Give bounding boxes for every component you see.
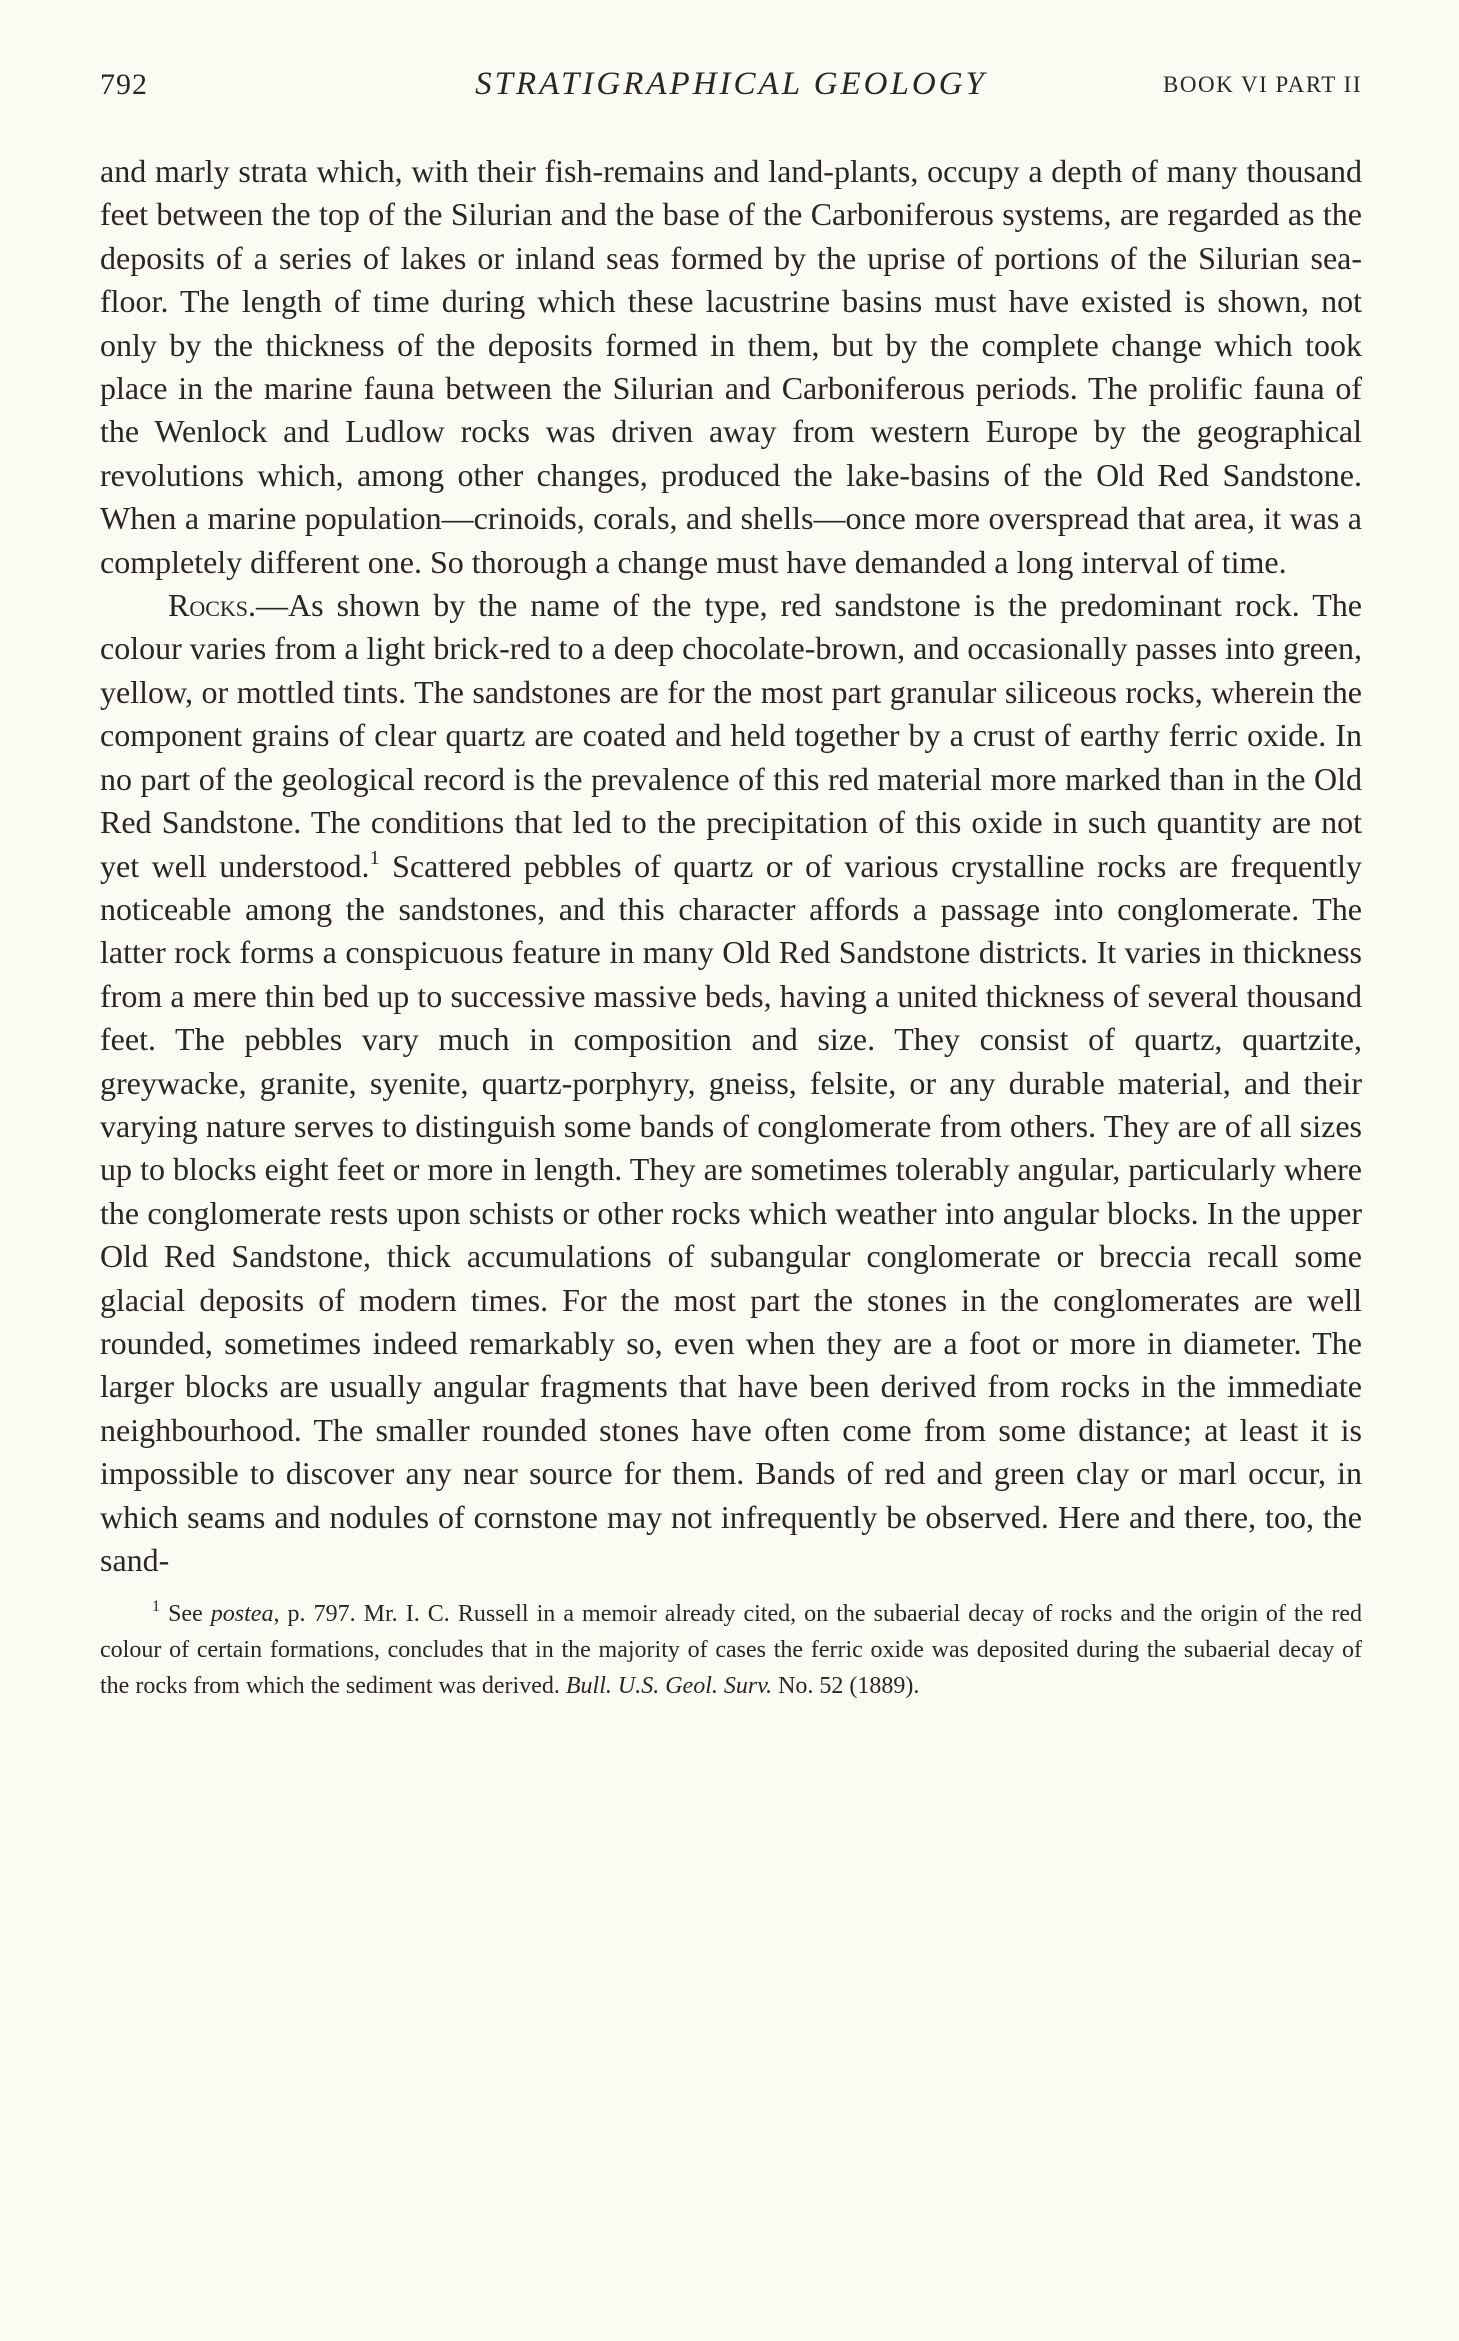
paragraph-rocks <box>100 584 1362 1582</box>
book-page <box>100 60 1362 1704</box>
rocks-text-part1: —As shown by the name of the type, red sandstone is the predominant rock. The colour varies from a light brick-red to a deep chocolate-brown, and occasionally passes into green, yellow, or mottled tints. The sandstones are for the most part granular siliceous rocks, wherein the component grains of clear quartz are coated and held together by a crust of earthy ferric oxide. In no part of the geological record is the prevalence of this red material more marked than in the Old Red Sandstone. The conditions that led to the precipitation of this oxide in such quantity are not yet well understood. <box>100 587 1362 884</box>
footnote-see: See <box>160 1601 211 1628</box>
running-head <box>100 60 1362 110</box>
footnote-ref-text: , p. 797. Mr. I. C. Russell in a memoir already cited, on the subaerial decay of rocks and the origin of the red colour of certain formations, concludes that in the majority of cases the ferric oxide was deposited during the subaerial decay of the rocks from which the sediment was derived. <box>100 1601 1363 1700</box>
footnote <box>100 1596 1362 1704</box>
footnote-bulletin: Bull. U.S. Geol. Surv. <box>565 1673 773 1700</box>
rocks-text-part2: Scattered pebbles of quartz or of various crystalline rocks are frequently noticeable among the sandstones, and this character affords a passage into conglomerate. The latter rock forms a conspicuous feature in many Old Red Sandstone districts. It varies in thickness from a mere thin bed up to successive massive beds, having a united thickness of several thousand feet. The pebbles vary much in composition and size. They consist of quartz, quartzite, greywacke, granite, syenite, quartz-porphyry, gneiss, felsite, or any durable material, and their varying nature serves to distinguish some bands of conglomerate from others. They are of all sizes up to blocks eight feet or more in length. They are sometimes tolerably angular, particularly where the conglomerate rests upon schists or other rocks which weather into angular blocks. In the upper Old Red Sandstone, thick accumulations of subangular conglomerate or breccia recall some glacial deposits of modern times. For the most part the stones in the conglomerates are well rounded, sometimes indeed remarkably so, even when they are a foot or more in diameter. The larger blocks are usually angular fragments that have been derived from rocks in the immediate neighbourhood. The smaller rounded stones have often come from some distance; at least it is impossible to discover any near source for them. Bands of red and green clay or marl occur, in which seams and nodules of cornstone may not infrequently be observed. Here and there, too, the sand- <box>100 847 1363 1578</box>
running-title: STRATIGRAPHICAL GEOLOGY <box>475 66 987 102</box>
rocks-heading: Rocks. <box>168 587 257 624</box>
page-number: 792 <box>100 68 148 101</box>
paragraph-continuation: and marly strata which, with their fish-remains and land-plants, occupy a depth of many thousand feet between the top of the Silurian and the base of the Carboniferous systems, are regarded as the deposits of a series of lakes or inland seas formed by the uprise of portions of the Silurian sea-floor. The length of time during which these lacustrine basins must have existed is shown, not only by the thickness of the deposits formed in them, but by the complete change which took place in the marine fauna between the Silurian and Carboniferous periods. The prolific fauna of the Wenlock and Ludlow rocks was driven away from western Europe by the geographical revolutions which, among other changes, produced the lake-basins of the Old Red Sandstone. When a marine population—crinoids, corals, and shells—once more overspread that area, it was a completely different one. So thorough a change must have demanded a long interval of time. <box>100 153 1362 580</box>
footnote-postea: postea <box>210 1601 274 1628</box>
body-text <box>100 150 1362 1582</box>
footnote-bulletin-number: No. 52 (1889). <box>772 1673 920 1700</box>
footnote-marker: 1 <box>152 1598 160 1616</box>
footnote-text <box>100 1596 1362 1704</box>
book-part-label: BOOK VI PART II <box>1163 72 1362 97</box>
footnote-reference[interactable]: 1 <box>369 846 380 869</box>
